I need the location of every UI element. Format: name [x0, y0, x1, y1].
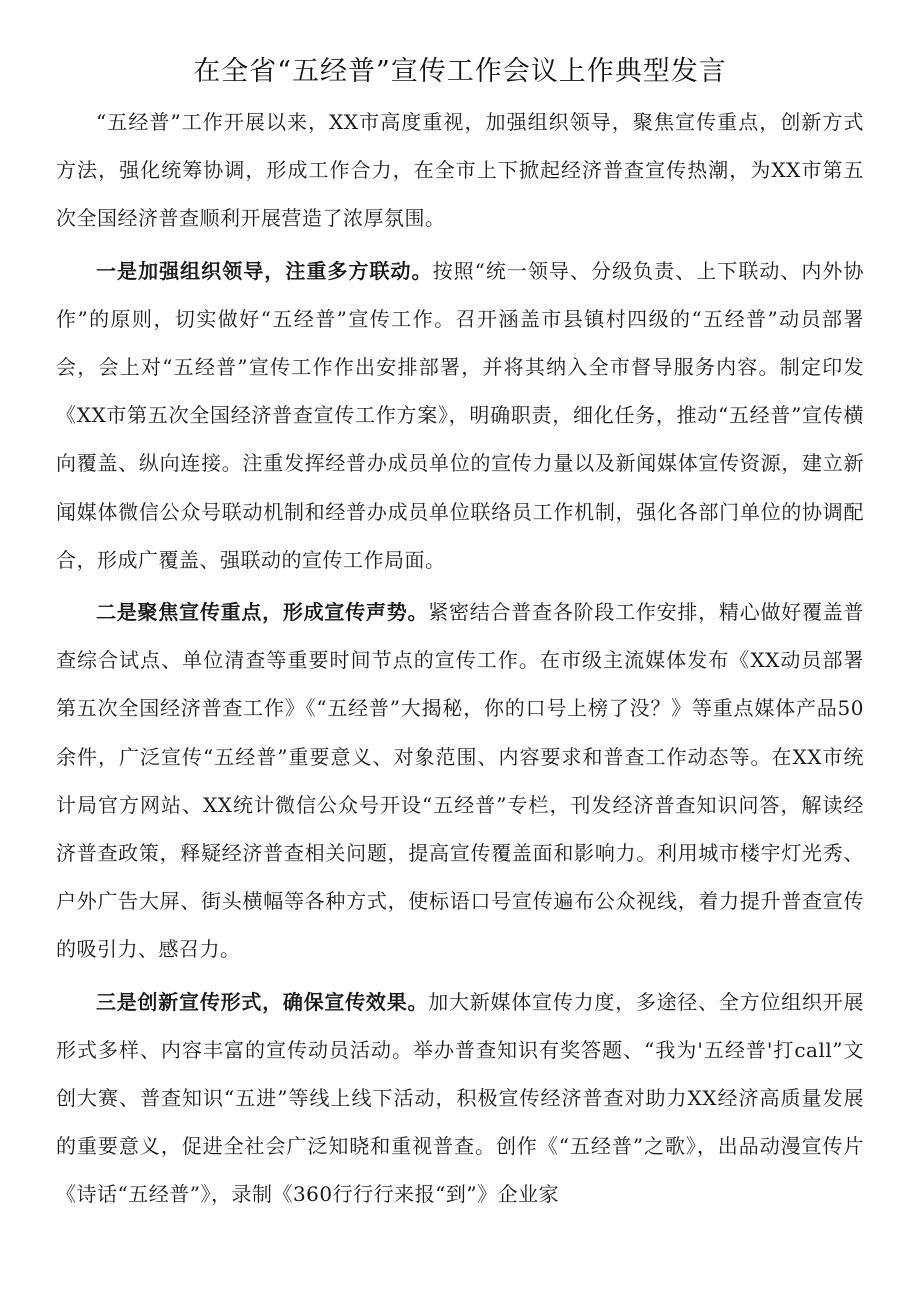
section-three-paragraph	[56, 978, 864, 1219]
paragraph-text: “五经普”工作开展以来，XX市高度重视，加强组织领导，聚焦宣传重点，创新方式方法，强化统筹协调，形成工作合力，在全市上下掀起经济普查宣传热潮，为XX市第五次全国经济普查顺利开展营造了浓厚氛围。	[56, 110, 864, 231]
paragraph-lead: 二是聚焦宣传重点，形成宣传声势。	[96, 600, 429, 625]
paragraph-lead: 一是加强组织领导，注重多方联动。	[96, 258, 433, 283]
paragraph-text: 加大新媒体宣传力度，多途径、全方位组织开展形式多样、内容丰富的宣传动员活动。举办普查知识有奖答题、“我为'五经普'打call”文创大赛、普查知识“五进”等线上线下活动，积极宣传经济普查对助力XX经济高质量发展的重要意义，促进全社会广泛知晓和重视普查。创作《“五经普”之歌》，出品动漫宣传片《诗话“五经普”》，录制《360行行行来报“到”》企业家	[56, 989, 865, 1207]
paragraph-text: 紧密结合普查各阶段工作安排，精心做好覆盖普查综合试点、单位清查等重要时间节点的宣传工作。在市级主流媒体发布《XX动员部署第五次全国经济普查工作》《“五经普”大揭秘，你的口号上榜了没？》等重点媒体产品50余件，广泛宣传“五经普”重要意义、对象范围、内容要求和普查工作动态等。在XX市统计局官方网站、XX统计微信公众号开设“五经普”专栏，刊发经济普查知识问答，解读经济普查政策，释疑经济普查相关问题，提高宣传覆盖面和影响力。利用城市楼宇灯光秀、户外广告大屏、街头横幅等各种方式，使标语口号宣传遍布公众视线，着力提升普查宣传的吸引力、感召力。	[56, 600, 865, 962]
section-two-paragraph	[56, 588, 864, 974]
section-one-paragraph	[56, 247, 864, 584]
paragraph-text: 按照“统一领导、分级负责、上下联动、内外协作”的原则，切实做好“五经普”宣传工作。召开涵盖市县镇村四级的“五经普”动员部署会，会上对“五经普”宣传工作作出安排部署，并将其纳入全市督导服务内容。制定印发《XX市第五次全国经济普查宣传工作方案》，明确职责，细化任务，推动“五经普”宣传横向覆盖、纵向连接。注重发挥经普办成员单位的宣传力量以及新闻媒体宣传资源，建立新闻媒体微信公众号联动机制和经普办成员单位联络员工作机制，强化各部门单位的协调配合，形成广覆盖、强联动的宣传工作局面。	[56, 258, 864, 572]
paragraph-lead: 三是创新宣传形式，确保宣传效果。	[96, 989, 429, 1014]
document-title: 在全省“五经普”宣传工作会议上作典型发言	[193, 56, 727, 87]
intro-paragraph	[56, 98, 864, 243]
